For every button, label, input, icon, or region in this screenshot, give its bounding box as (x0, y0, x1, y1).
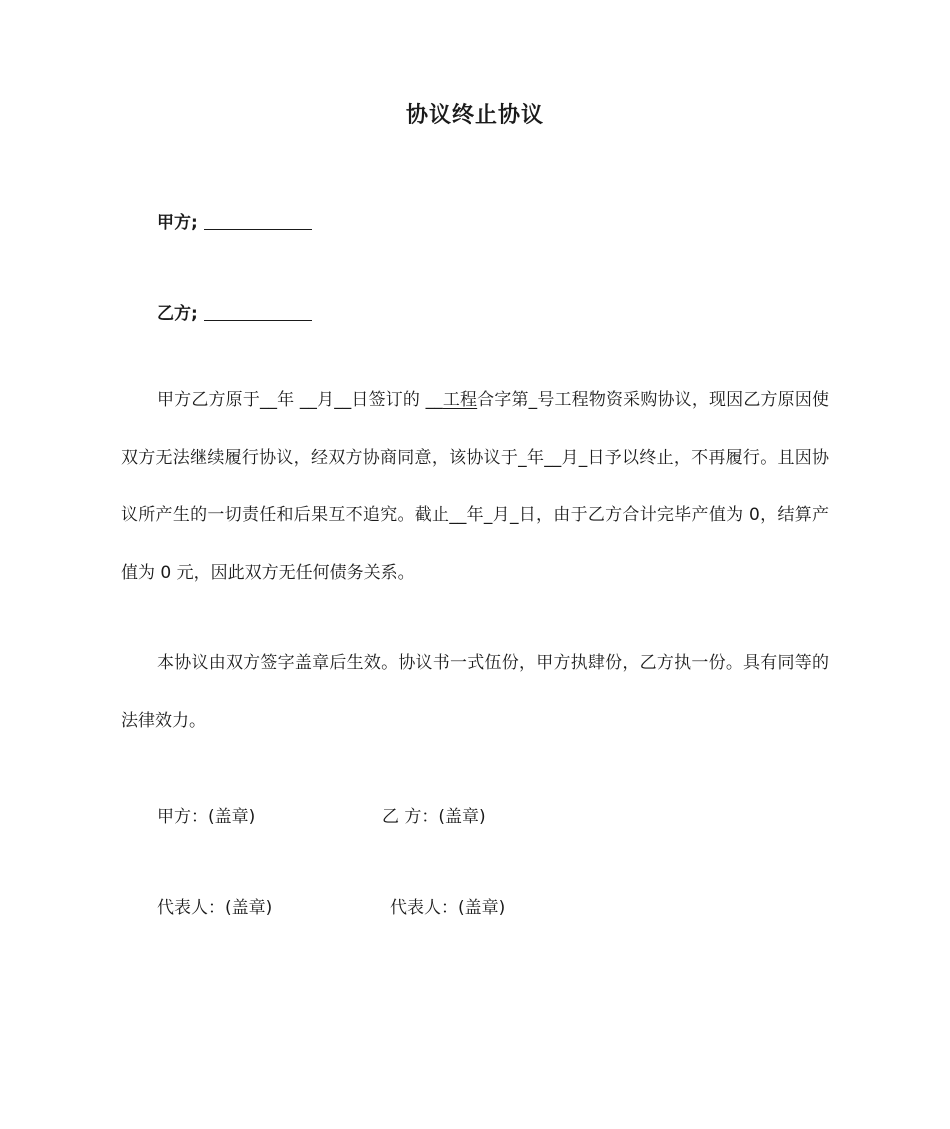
party-a-seal: 甲方：(盖章) (157, 807, 256, 827)
party-a-label: 甲方; (157, 213, 198, 233)
party-b-line (157, 299, 312, 324)
rep-b-seal: 代表人：(盖章) (390, 898, 506, 918)
paragraph1-part2: 合字第_号工程物资采购协议，现因乙方原因使双方无法继续履行协议，经双方协商同意，该协议于_年__月_日予以终止，不再履行。且因协议所产生的一切责任和后果互不追究。截止__年_月_日，由于乙方合计完毕产值为 0，结算产值为 0 元，因此双方无任何债务关系。 (121, 390, 830, 583)
party-a-blank (204, 213, 312, 230)
party-b-blank (204, 304, 312, 321)
party-b-label: 乙方; (157, 304, 198, 324)
effect-paragraph: 本协议由双方签字盖章后生效。协议书一式伍份，甲方执肆份，乙方执一份。具有同等的法律效力。 (121, 653, 829, 731)
termination-paragraph (121, 372, 829, 602)
paragraph1-underlined: 工程 (442, 390, 478, 410)
party-a-line (157, 208, 312, 233)
rep-a-seal: 代表人：(盖章) (157, 898, 273, 918)
document-title: 协议终止协议 (405, 103, 544, 128)
paragraph1-part1: 甲方乙方原于__年 __月__日签订的 __ (157, 390, 443, 410)
party-b-seal: 乙 方：(盖章) (382, 807, 486, 827)
